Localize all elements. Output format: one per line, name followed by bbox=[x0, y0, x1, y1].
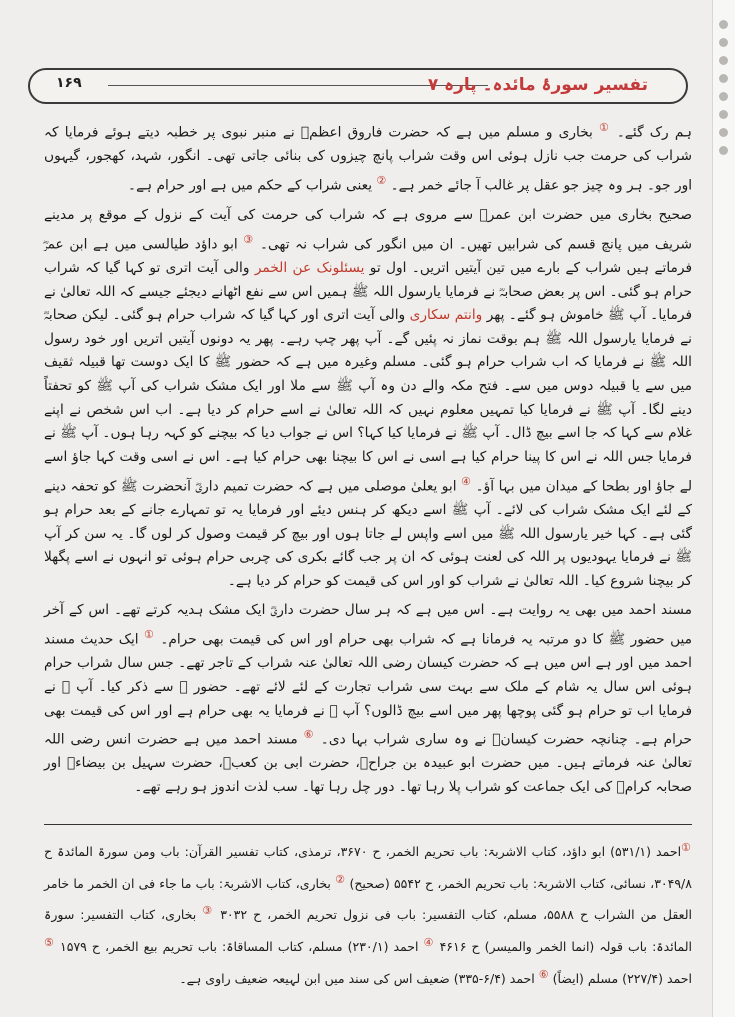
paragraph bbox=[44, 204, 692, 593]
text-run: احمد (۶/۴-۳۳۵) ضعیف اس کی سند میں ابن لہیعہ ضعیف راوی ہے۔ bbox=[179, 970, 539, 986]
text-run: ابو داؤد طیالسی میں ہے ابن عمرؓ فرماتے ہیں شراب کے بارے میں تین آیتیں اتریں۔ اول تو bbox=[44, 236, 693, 276]
text-run: ہم رک گئے۔ bbox=[610, 124, 692, 141]
text-run: احمد (۲۲۷/۴) مسلم (ایضاً) bbox=[548, 970, 692, 986]
footnote-marker: ① bbox=[597, 121, 611, 134]
footnote-marker: ⑥ bbox=[538, 967, 549, 981]
paragraph bbox=[44, 116, 692, 198]
footnote-marker: ① bbox=[142, 628, 155, 642]
text-run: صحیح بخاری میں حضرت ابن عمرؓ سے مروی ہے کہ شراب کی حرمت کی آیت کے نزول کے موقع پر مدینے شریف میں پانچ قسم کی شرابیں تھیں۔ ان میں انگور کی شراب نہ تھی۔ bbox=[44, 207, 692, 253]
quranic-quote: وانتم سکاری bbox=[409, 307, 483, 324]
main-text bbox=[44, 116, 692, 806]
footnote-marker: ④ bbox=[460, 474, 472, 488]
text-run: مسند احمد میں ہے حضرت انس رضی اللہ تعالیٰ عنہ فرماتے ہیں۔ میں حضرت ابو عبیدہ بن جراحؓ، حضرت ابی بن کعبؓ، حضرت سہیل بن بیضاءؓ اور صحابہ کرامؓ کی ایک جماعت کو شراب پلا رہا تھا۔ دور چل رہا تھا۔ سب لذت اندوز ہو رہے تھے۔ bbox=[44, 731, 692, 796]
quranic-quote: یسئلونک عن الخمر bbox=[254, 259, 365, 276]
footnote-marker: ② bbox=[376, 173, 387, 187]
text-run: والی آیت اتری تو کہا گیا کہ شراب حرام ہو گئی۔ اس پر بعض صحابہؓ نے فرمایا یارسول اللہ ﷺ ہمیں اس سے نفع اٹھانے دیجئے جیسے کہ اللہ تعالیٰ نے فرمایا۔ آپ ﷺ خاموش ہو گئے۔ پھر bbox=[44, 259, 693, 324]
footnote-marker: ③ bbox=[242, 232, 255, 246]
footnote-divider bbox=[44, 824, 692, 825]
text-run: یعنی شراب کے حکم میں ہے اور حرام ہے۔ bbox=[128, 177, 377, 194]
text-run: ابو یعلیٰ موصلی میں ہے کہ حضرت تمیم داریؓ آنحضرت ﷺ کو تحفہ دینے کے لئے ایک مشک شراب کی لائے۔ آپ ﷺ اسے دیکھ کر ہنس دیئے اور فرمایا یہ تو تمہارے جانے کے بعد حرام ہو گئی ہے۔ کہا خیر یارسول اللہ ﷺ میں اسے واپس لے جاتا ہوں اور بیچ کر قیمت وصول کر لوں گا۔ یہ سن کر آپ ﷺ نے فرمایا یہودیوں پر اللہ کی لعنت ہوئی کہ ان پر جب گائے بکری کی چربی حرام ہوئی تو انہوں نے اسے پگھلا کر بیچنا شروع کیا۔ اللہ تعالیٰ نے شراب کو اور اس کی قیمت کو حرام کر دیا ہے۔ bbox=[44, 478, 692, 589]
footnote-marker: ⑤ bbox=[44, 935, 55, 949]
page-header bbox=[28, 68, 688, 104]
footnote-marker: ① bbox=[681, 841, 692, 854]
footnotes bbox=[44, 834, 692, 992]
text-run: والی آیت اتری اور کہا گیا کہ شراب حرام ہو گئی۔ لیکن صحابہؓ نے فرمایا یارسول اللہ ﷺ ہم بوقت نماز نہ پئیں گے۔ آپ پھر چپ رہے۔ پھر یہ دونوں آیتیں اتریں اور خود رسول اللہ ﷺ نے فرمایا کہ اب شراب حرام ہو گئی۔ مسلم وغیرہ میں ہے کہ حضور ﷺ کا ایک دوست تھا قبیلہ ثقیف میں سے یا قبیلہ دوس میں سے۔ فتح مکہ والے دن وہ آپ ﷺ سے ملا اور ایک مشک شراب کی آپ ﷺ کو تحفتاً دینے لگا۔ آپ ﷺ نے فرمایا کیا تمہیں معلوم نہیں کہ اللہ تعالیٰ نے اسے حرام کر دیا ہے۔ اب اس شخص نے اپنے غلام سے کہا کہ جا اسے بیچ ڈال۔ آپ ﷺ نے فرمایا کیا کہا؟ اس نے جواب دیا کہ بیچنے کو کہہ رہا ہوں۔ آپ ﷺ نے فرمایا جس اللہ نے اس کا پینا حرام کیا ہے اسی نے اس کا بیچنا بھی حرام کیا ہے۔ اس نے اسی وقت کہا جاؤ اسے لے جاؤ اور بطحا کے میدان میں بہا آؤ۔ bbox=[44, 307, 692, 495]
text-run: بخاری، کتاب التفسیر: سورۃ المائدۃ: باب قولہ (انما الخمر والمیسر) ح ۴۶۱۶ bbox=[44, 907, 692, 955]
footnote-marker: ⑥ bbox=[302, 728, 315, 742]
binding-holes bbox=[719, 20, 729, 164]
footnote-marker: ② bbox=[335, 872, 346, 886]
footnote-block bbox=[44, 834, 692, 992]
paragraph bbox=[44, 599, 692, 799]
footnote-marker: ④ bbox=[423, 935, 435, 949]
text-run: ایک حدیث مسند احمد میں اور ہے اس میں ہے کہ حضرت کیسان رضی اللہ تعالیٰ عنہ شراب کے تاجر تھے۔ جس سال شراب حرام ہوئی اس سال یہ شام کے ملک سے بہت سی شراب تجارت کے لئے لائے تھے۔ حضور ﷺ سے ذکر کیا۔ آپ ﷺ نے فرمایا اب تو حرام ہو گئی پوچھا پھر میں اسے بیچ ڈالوں؟ آپ ﷺ نے فرمایا یہ بھی حرام ہے اور اس کی قیمت بھی حرام ہے۔ چنانچہ حضرت کیسانؓ نے وہ ساری شراب بہا دی۔ bbox=[44, 631, 692, 748]
text-run: احمد (۵۳۱/۱) ابو داؤد، کتاب الاشربۃ: باب تحریم الخمر، ح ۳۶۷۰، ترمذی، کتاب تفسیر القرآن: باب ومن سورۃ المائدۃ ح ۳۰۴۹/۸، نسائی، کتاب الاشربۃ: باب تحریم الخمر، ح ۵۵۴۲ (صحیح) bbox=[44, 844, 692, 891]
footnote-marker: ③ bbox=[202, 904, 215, 918]
text-run: احمد (۲۳۰/۱) مسلم، کتاب المساقاۃ: باب تحریم بیع الخمر، ح ۱۵۷۹ bbox=[54, 939, 424, 955]
text-run: بخاری و مسلم میں ہے کہ حضرت فاروق اعظمؓ نے منبر نبوی پر خطبہ دیتے ہوئے فرمایا کہ شراب کی حرمت جب نازل ہوئی اس وقت شراب پانچ چیزوں کی بنائی جاتی تھی۔ انگور، شہد، کھجور، گیہوں اور جو۔ ہر وہ چیز جو عقل پر غالب آ جائے خمر ہے۔ bbox=[44, 124, 692, 194]
running-title: تفسیر سورۂ مائدہ۔ پارہ ۷ bbox=[427, 75, 648, 95]
page-number: ۱۶۹ bbox=[56, 75, 82, 91]
page-edge bbox=[712, 0, 735, 1017]
text-run: مسند احمد میں بھی یہ روایت ہے۔ اس میں ہے کہ ہر سال حضرت داریؓ ایک مشک ہدیہ کرتے تھے۔ اس کے آخر میں حضور ﷺ کا دو مرتبہ یہ فرمانا ہے کہ شراب بھی حرام اور اس کی قیمت بھی حرام۔ bbox=[44, 602, 692, 648]
text-run: بخاری، کتاب الاشربۃ: باب ما جاء فی ان الخمر ما خامر العقل من الشراب ح ۵۵۸۸، مسلم، کتاب التفسیر: باب فی نزول تحریم الخمر، ح ۳۰۳۲ bbox=[44, 875, 692, 923]
